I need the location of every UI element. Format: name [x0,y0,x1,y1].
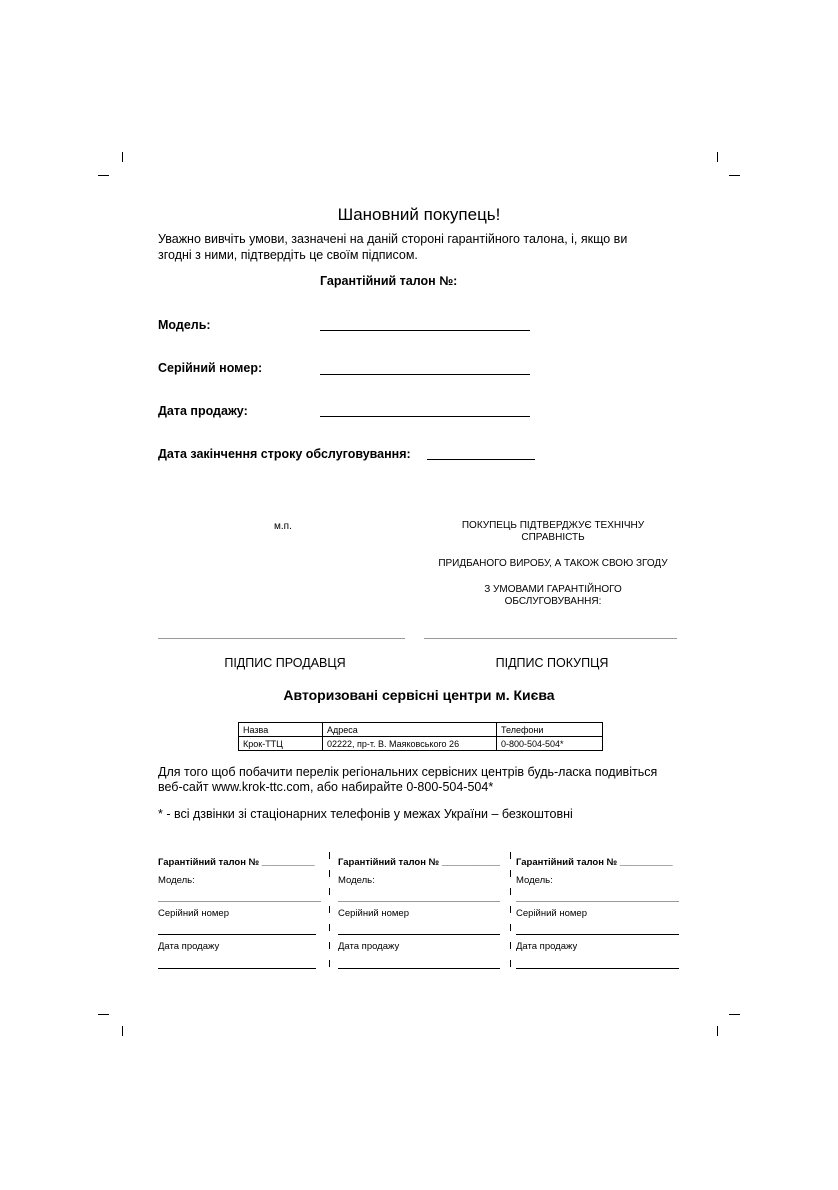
crop-mark [98,1014,109,1015]
coupon-serial-label: Серійний номер [338,908,409,919]
footnote: * - всі дзвінки зі стаціонарних телефонів у межах України – безкоштовні [158,807,573,821]
service-end-label: Дата закінчення строку обслуговування: [158,447,411,461]
crop-mark [717,1026,718,1036]
sale-date-label: Дата продажу: [158,404,248,418]
crop-mark [98,175,109,176]
confirm-text: СПРАВНІСТЬ [521,532,585,543]
coupon-title: Гарантійний талон № __________ [158,857,315,868]
ticket-number-label: Гарантійний талон №: [320,274,458,288]
seller-signature-label: ПІДПИС ПРОДАВЦЯ [224,656,346,670]
seller-signature-line[interactable] [158,638,405,639]
buyer-signature-line[interactable] [424,638,677,639]
coupon-model-label: Модель: [516,875,553,886]
serial-field[interactable] [320,374,530,375]
model-field[interactable] [320,330,530,331]
coupon-date-line[interactable] [516,968,679,969]
coupon-serial-label: Серійний номер [516,908,587,919]
crop-mark [717,152,718,162]
confirm-text: З УМОВАМИ ГАРАНТІЙНОГО [484,584,622,595]
coupon-title: Гарантійний талон № ___________ [338,857,500,868]
crop-mark [729,1014,740,1015]
table-header-row [239,723,603,737]
coupon-date-label: Дата продажу [338,941,400,952]
intro-text: Уважно вивчіть умови, зазначені на даній стороні гарантійного талона, і, якщо ви [158,232,628,246]
crop-mark [729,175,740,176]
service-end-field[interactable] [427,459,535,460]
table-cell: 02222, пр-т. В. Маяковського 26 [323,737,497,751]
coupon-date-line[interactable] [158,968,316,969]
serial-label: Серійний номер: [158,361,263,375]
table-header-cell: Адреса [323,723,497,737]
confirm-text: ОБСЛУГОВУВАННЯ: [504,596,602,607]
coupon-date-line[interactable] [338,968,500,969]
confirm-text: ПРИДБАНОГО ВИРОБУ, А ТАКОЖ СВОЮ ЗГОДУ [438,558,668,569]
intro-text: згодні з ними, підтвердіть це своїм підписом. [158,248,418,262]
table-row [239,737,603,751]
coupon-serial-label: Серійний номер [158,908,229,919]
page-title: Шановний покупець! [337,205,501,224]
service-centers-title: Авторизовані сервісні центри м. Києва [283,687,555,703]
coupon-date-label: Дата продажу [516,941,578,952]
coupon-serial-line[interactable] [158,934,316,935]
model-label: Модель: [158,318,211,332]
table-cell: Крок-ТТЦ [239,737,323,751]
crop-mark [122,152,123,162]
table-cell: 0-800-504-504* [497,737,603,751]
coupon-model-label: Модель: [338,875,375,886]
regional-info: Для того щоб побачити перелік регіональних сервісних центрів будь-ласка подивіться [158,765,658,779]
coupon-model-line[interactable] [158,901,321,902]
coupon-serial-line[interactable] [516,934,679,935]
coupon-serial-line[interactable] [338,934,500,935]
confirm-text: ПОКУПЕЦЬ ПІДТВЕРДЖУЄ ТЕХНІЧНУ [461,520,645,531]
coupon-model-line[interactable] [338,901,500,902]
coupon-title: Гарантійний талон № __________ [516,857,673,868]
coupon-model-label: Модель: [158,875,195,886]
service-centers-table [238,722,603,751]
buyer-signature-label: ПІДПИС ПОКУПЦЯ [495,656,609,670]
sale-date-field[interactable] [320,416,530,417]
coupon-date-label: Дата продажу [158,941,220,952]
coupon-model-line[interactable] [516,901,679,902]
table-header-cell: Назва [239,723,323,737]
crop-mark [122,1026,123,1036]
regional-info: веб-сайт www.krok-ttc.com, або набирайте 0-800-504-504* [158,780,494,794]
stamp-place: м.п. [274,521,292,532]
table-header-cell: Телефони [497,723,603,737]
